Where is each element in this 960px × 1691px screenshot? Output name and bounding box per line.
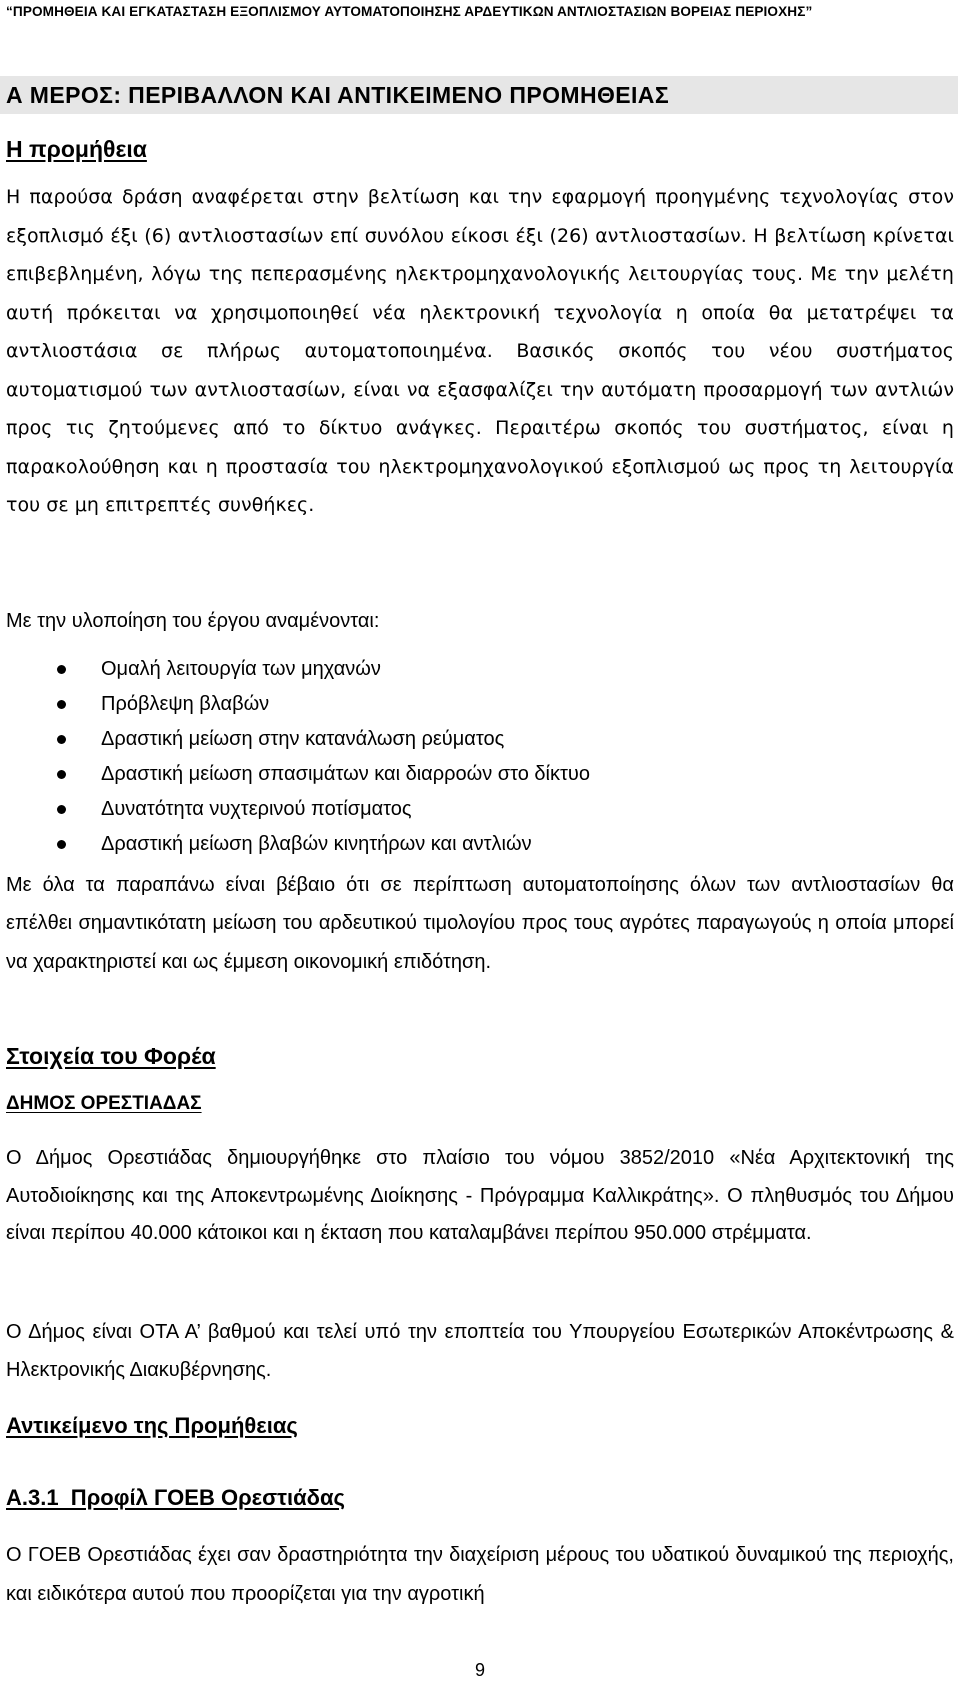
subsection-paragraph: Ο ΓΟΕΒ Ορεστιάδας έχει σαν δραστηριότητα την διαχείριση μέρους του υδατικού δυναμικού της περιοχής, και ειδικότερα αυτού που προορίζεται για την αγροτική (6, 1544, 954, 1605)
list-item-text: Δυνατότητα νυχτερινού ποτίσματος (101, 798, 412, 820)
list-item-text: Ομαλή λειτουργία των μηχανών (101, 658, 381, 680)
summary-paragraph: Με όλα τα παραπάνω είναι βέβαιο ότι σε περίπτωση αυτοματοποίησης όλων των αντλιοστασίων θα επέλθει σημαντικότατη μείωση του αρδευτικού τιμολογίου προς τους αγρότες παραγωγούς η οποία μπορεί να χαρακτηριστεί και ως έμμεση οικονομική επιδότηση. (6, 874, 954, 973)
list-item (0, 687, 960, 722)
municipality-paragraph-2: Ο Δήμος είναι ΟΤΑ Α’ βαθμού και τελεί υπό την εποπτεία του Υπουργείου Εσωτερικών Αποκέντρωσης & Ηλεκτρονικής Διακυβέρνησης. (6, 1321, 954, 1381)
municipality-name: ΔΗΜΟΣ ΟΡΕΣΤΙΑΔΑΣ (6, 1093, 202, 1114)
procurement-intro-paragraph: Η παρούσα δράση αναφέρεται στην βελτίωση και την εφαρμογή προηγμένης τεχνολογίας στον εξοπλισμό έξι (6) αντλιοστασίων επί συνόλου είκοσι έξι (26) αντλιοστασίων. Η βελτίωση κρίνεται επιβεβλημένη, λόγω της πεπερασμένης ηλεκτρομηχανολογικής λειτουργίας τους. Με την μελέτη αυτή πρόκειται να χρησιμοποιηθεί νέα ηλεκτρονική τεχνολογία η οποία θα μετατρέψει τα αντλιοστάσια σε πλήρως αυτοματοποιημένα. Βασικός σκοπός του νέου συστήματος αυτοματισμού των αντλιοστασίων, είναι να εξασφαλίζει την αυτόματη προσαρμογή των αντλιών προς τις ζητούμενες από το δίκτυο ανάγκες. Περαιτέρω σκοπός του συστήματος, είναι η παρακολούθηση και η προστασία του ηλεκτρομηχανολογικού εξοπλισμού ως προς τη λειτουργία του σε μη επιτρεπτές συνθήκες. (6, 186, 954, 516)
bullet-icon (57, 840, 66, 849)
list-item (0, 827, 960, 862)
list-item (0, 722, 960, 757)
bullet-icon (57, 805, 66, 814)
list-item (0, 652, 960, 687)
expectations-intro: Με την υλοποίηση του έργου αναμένονται: (6, 610, 380, 632)
procurement-object-heading: Αντικείμενο της Προμήθειας (6, 1413, 298, 1438)
list-item-text: Δραστική μείωση στην κατανάλωση ρεύματος (101, 728, 505, 750)
subsection-heading: Α.3.1 Προφίλ ΓΟΕΒ Ορεστιάδας (6, 1485, 345, 1510)
page-number: 9 (474, 1660, 485, 1680)
bullet-icon (57, 700, 66, 709)
expectations-list (0, 652, 960, 862)
agency-heading: Στοιχεία του Φορέα (6, 1043, 216, 1069)
procurement-heading: Η προμήθεια (6, 136, 147, 162)
list-item-text: Δραστική μείωση βλαβών κινητήρων και αντλιών (101, 833, 532, 855)
list-item-text: Δραστική μείωση σπασιμάτων και διαρροών στο δίκτυο (101, 763, 590, 785)
section-title: Α ΜΕΡΟΣ: ΠΕΡΙΒΑΛΛΟΝ ΚΑΙ ΑΝΤΙΚΕΙΜΕΝΟ ΠΡΟΜΗΘΕΙΑΣ (6, 82, 670, 108)
list-item (0, 792, 960, 827)
bullet-icon (57, 735, 66, 744)
municipality-paragraph-1: Ο Δήμος Ορεστιάδας δημιουργήθηκε στο πλαίσιο του νόμου 3852/2010 «Νέα Αρχιτεκτονική της Αυτοδιοίκησης και της Αποκεντρωμένης Διοίκησης - Πρόγραμμα Καλλικράτης». Ο πληθυσμός του Δήμου είναι περίπου 40.000 κάτοικοι και η έκταση που καταλαμβάνει περίπου 950.000 στρέμματα. (6, 1147, 954, 1244)
list-item (0, 757, 960, 792)
bullet-icon (57, 665, 66, 674)
list-item-text: Πρόβλεψη βλαβών (101, 693, 270, 715)
bullet-icon (57, 770, 66, 779)
running-header: “ΠΡΟΜΗΘΕΙΑ ΚΑΙ ΕΓΚΑΤΑΣΤΑΣΗ ΕΞΟΠΛΙΣΜΟΥ ΑΥΤΟΜΑΤΟΠΟΙΗΣΗΣ ΑΡΔΕΥΤΙΚΩΝ ΑΝΤΛΙΟΣΤΑΣΙΩΝ ΒΟΡΕΙΑΣ ΠΕΡΙΟΧΗΣ” (6, 4, 813, 19)
